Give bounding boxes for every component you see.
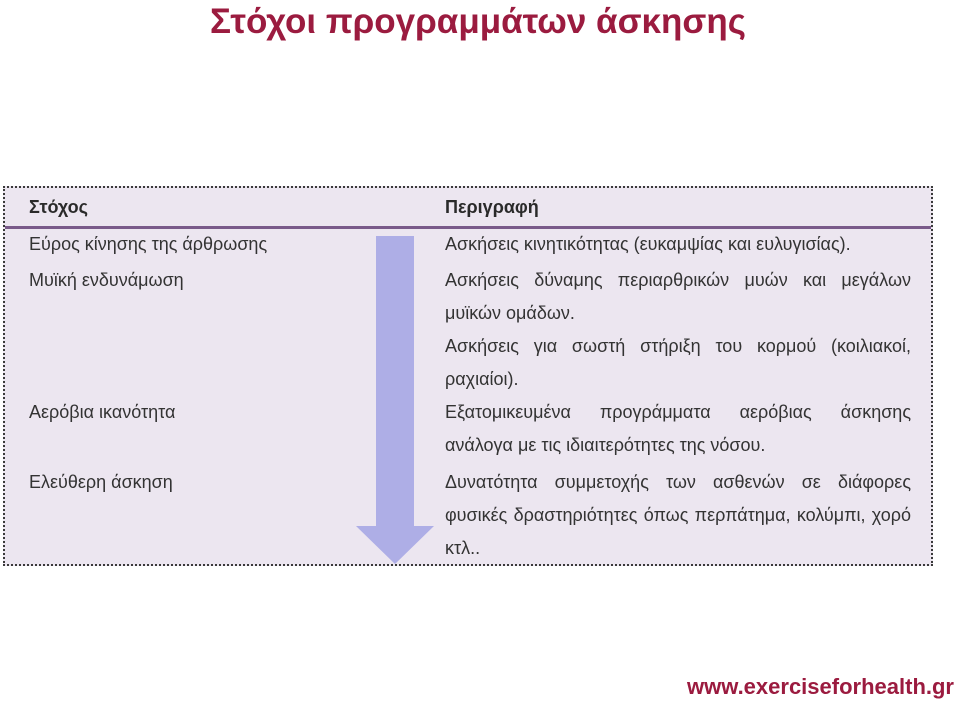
description-cell: Ασκήσεις κινητικότητας (ευκαμψίας και ευλυγισίας). [445, 234, 851, 254]
goal-cell: Μυϊκή ενδυνάμωση [29, 270, 184, 290]
goal-cell: Ελεύθερη άσκηση [29, 472, 173, 492]
page-title: Στόχοι προγραμμάτων άσκησης [210, 2, 746, 41]
description-cell: Ασκήσεις για σωστή στήριξη του κορμού (κοιλιακοί, ραχιαίοι). [445, 336, 911, 389]
goal-cell: Αερόβια ικανότητα [29, 402, 176, 422]
description-cell: Ασκήσεις δύναμης περιαρθρικών μυών και μεγάλων μυϊκών ομάδων. [445, 270, 911, 323]
down-arrow-icon [356, 236, 434, 564]
header-goal: Στόχος [29, 197, 88, 217]
goals-table [3, 186, 933, 566]
table-header [5, 188, 931, 229]
goal-cell: Εύρος κίνησης της άρθρωσης [29, 234, 268, 254]
description-cell: Εξατομικευμένα προγράμματα αερόβιας άσκησης ανάλογα με τις ιδιαιτερότητες της νόσου. [445, 402, 911, 455]
header-description: Περιγραφή [445, 197, 539, 217]
footer-url[interactable]: www.exerciseforhealth.gr [687, 674, 954, 699]
description-cell: Δυνατότητα συμμετοχής των ασθενών σε διάφορες φυσικές δραστηριότητες όπως περπάτημα, κολύμπι, χορό κτλ.. [445, 472, 911, 558]
